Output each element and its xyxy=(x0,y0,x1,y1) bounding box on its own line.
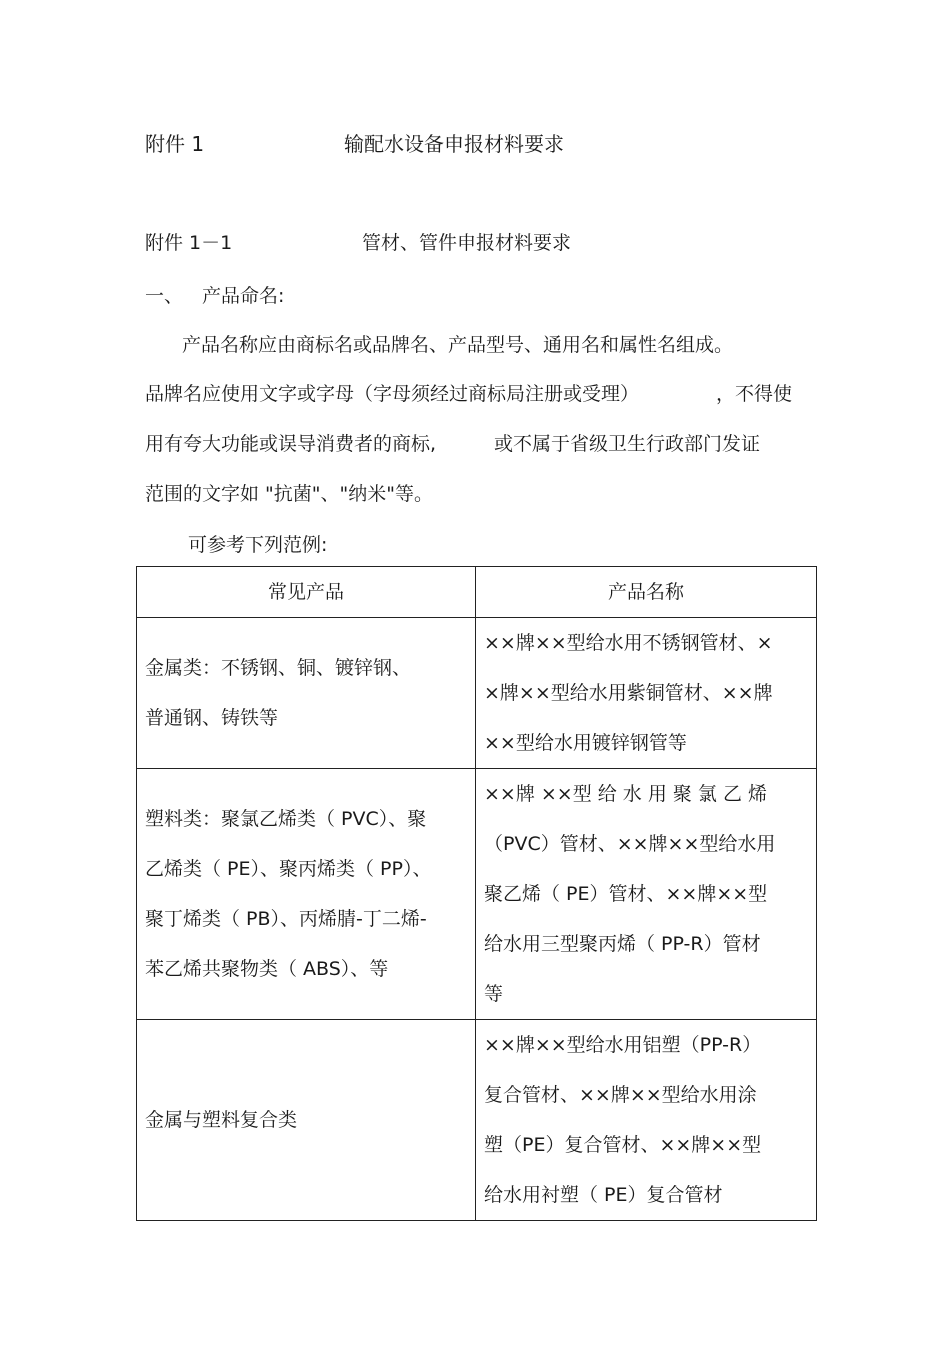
attachment-label: 附件 1 xyxy=(145,132,205,156)
product-category-cell xyxy=(137,769,476,1020)
cell-line: ××型给水用镀锌钢管等 xyxy=(484,732,687,754)
table-row xyxy=(137,1020,817,1221)
cell-line: 普通钢、铸铁等 xyxy=(145,707,279,729)
paragraph-line: 或不属于省级卫生行政部门发证 xyxy=(494,433,761,455)
cell-line: 复合管材、××牌××型给水用涂 xyxy=(484,1084,757,1106)
cell-line: 聚乙烯（ PE）管材、××牌××型 xyxy=(484,883,768,905)
paragraph-line: 用有夸大功能或误导消费者的商标, xyxy=(145,433,437,455)
section-number: 一、 xyxy=(145,285,184,307)
reference-note: 可参考下列范例: xyxy=(188,534,328,556)
paragraph-line: 范围的文字如 "抗菌"、"纳米"等。 xyxy=(145,483,433,505)
product-name-cell xyxy=(476,1020,817,1221)
header-common-products: 常见产品 xyxy=(137,567,476,618)
cell-line: 金属类：不锈钢、铜、镀锌钢、 xyxy=(145,657,412,679)
cell-line: ×牌××型给水用紫铜管材、××牌 xyxy=(484,682,773,704)
sub-attachment-label: 附件 1－1 xyxy=(145,232,233,254)
cell-line: 聚丁烯类（ PB）、丙烯腈-丁二烯- xyxy=(145,908,427,930)
paragraph-line: 产品名称应由商标名或品牌名、产品型号、通用名和属性名组成。 xyxy=(182,334,734,356)
paragraph-line: 品牌名应使用文字或字母（字母须经过商标局注册或受理） xyxy=(145,383,640,405)
cell-line: ××牌××型给水用不锈钢管材、× xyxy=(484,632,773,654)
cell-line: 乙烯类（ PE）、聚丙烯类（ PP）、 xyxy=(145,858,432,880)
section-heading: 产品命名: xyxy=(202,285,285,307)
cell-line: （PVC）管材、××牌××型给水用 xyxy=(484,833,776,855)
sub-title: 管材、管件申报材料要求 xyxy=(362,232,572,254)
product-name-cell xyxy=(476,618,817,769)
document-title: 输配水设备申报材料要求 xyxy=(344,132,564,156)
cell-line: ××牌 ××型 给 水 用 聚 氯 乙 烯 xyxy=(484,783,767,805)
cell-line: 塑料类：聚氯乙烯类（ PVC）、聚 xyxy=(145,808,427,830)
paragraph-line: ，不得使 xyxy=(716,383,793,405)
table-row xyxy=(137,618,817,769)
cell-line: 金属与塑料复合类 xyxy=(145,1109,298,1131)
cell-line: ××牌××型给水用铝塑（PP-R） xyxy=(484,1034,762,1056)
table-row xyxy=(137,769,817,1020)
product-category-cell xyxy=(137,1020,476,1221)
cell-line: 等 xyxy=(484,983,504,1005)
cell-line: 苯乙烯共聚物类（ ABS）、等 xyxy=(145,958,389,980)
examples-table xyxy=(136,566,817,1221)
table-header-row xyxy=(137,567,817,618)
header-product-names: 产品名称 xyxy=(476,567,817,618)
cell-line: 给水用三型聚丙烯（ PP-R）管材 xyxy=(484,933,761,955)
cell-line: 塑（PE）复合管材、××牌××型 xyxy=(484,1134,762,1156)
product-category-cell xyxy=(137,618,476,769)
cell-line: 给水用衬塑（ PE）复合管材 xyxy=(484,1184,723,1206)
product-name-cell xyxy=(476,769,817,1020)
